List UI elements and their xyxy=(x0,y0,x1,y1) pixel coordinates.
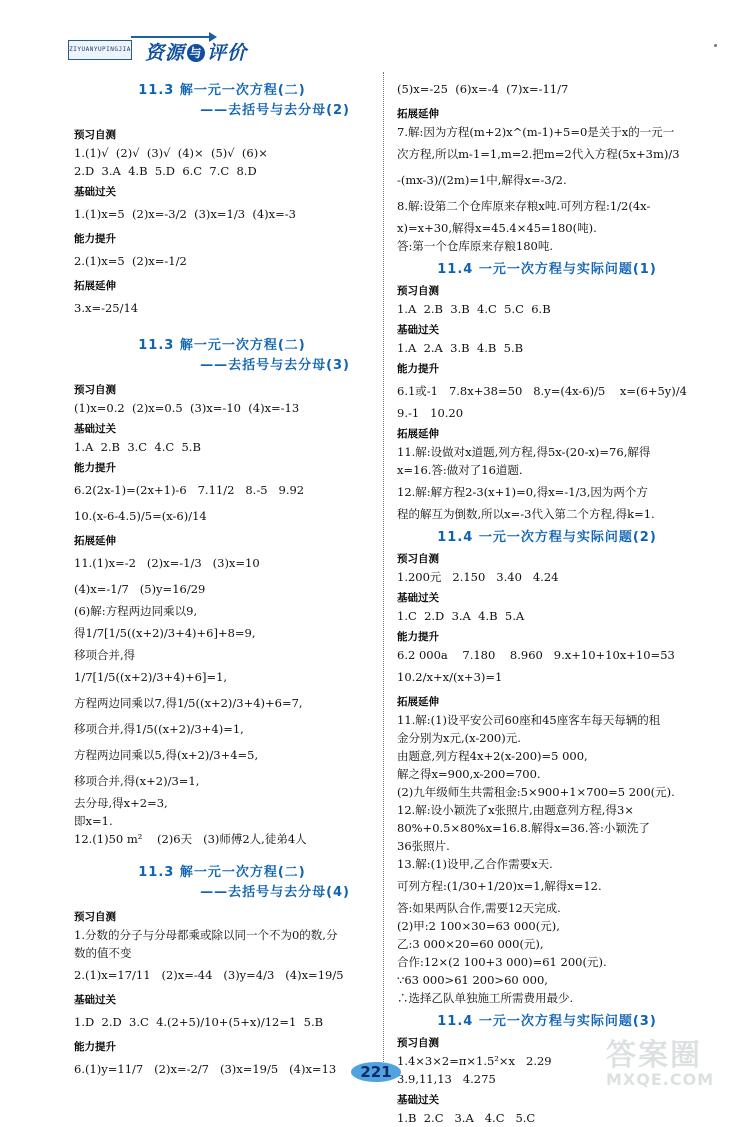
answer-line: 1.(1)x=5 (2)x=-3/2 (3)x=1/3 (4)x=-3 xyxy=(74,207,296,221)
answer-line: (5)x=-25 (6)x=-4 (7)x=-11/7 xyxy=(397,82,569,96)
section-subtitle: ——去括号与去分母(4) xyxy=(200,885,350,900)
section-title: 11.3 解一元一次方程(二) xyxy=(138,338,306,353)
answer-line: 11.解:设做对x道题,列方程,得5x-(20-x)=76,解得 xyxy=(397,445,651,459)
answer-line: 1.(1)√ (2)√ (3)√ (4)× (5)√ (6)× xyxy=(74,146,268,160)
page-number: 221 xyxy=(360,1063,392,1081)
label-basic: 基础过关 xyxy=(74,186,116,198)
label-ability: 能力提升 xyxy=(74,1041,116,1053)
watermark-logo xyxy=(606,1030,746,1096)
answer-line: 合作:12×(2 100+3 000)=61 200(元). xyxy=(397,955,607,969)
section-title: 11.3 解一元一次方程(二) xyxy=(138,865,306,880)
right-column xyxy=(397,76,697,1127)
answer-line: 12.解:设小颖洗了x张照片,由题意列方程,得3× xyxy=(397,803,634,817)
answer-line: 移项合并,得1/5((x+2)/3+4)=1, xyxy=(74,722,244,736)
corner-dot xyxy=(714,44,717,47)
answer-line: 8.解:设第二个仓库原来存粮x吨.可列方程:1/2(4x- xyxy=(397,199,651,213)
answer-line: 1.C 2.D 3.A 4.B 5.A xyxy=(397,609,525,623)
answer-line: 13.解:(1)设甲,乙合作需要x天. xyxy=(397,857,553,871)
label-extend: 拓展延伸 xyxy=(397,696,439,708)
section-title: 11.4 一元一次方程与实际问题(2) xyxy=(437,530,657,545)
answer-line: 11.解:(1)设平安公司60座和45座客车每天每辆的租 xyxy=(397,713,661,727)
label-basic: 基础过关 xyxy=(74,423,116,435)
answer-line: 次方程,所以m-1=1,m=2.把m=2代入方程(5x+3m)/3 xyxy=(397,147,680,161)
answer-line: ∵63 000>61 200>60 000, xyxy=(397,973,548,987)
answer-line: 解之得x=900,x-200=700. xyxy=(397,767,541,781)
answer-line: (4)x=-1/7 (5)y=16/29 xyxy=(74,582,206,596)
label-preview: 预习自测 xyxy=(397,285,439,297)
answer-line: 6.1或-1 7.8x+38=50 8.y=(4x-6)/5 x=(6+5y)/4 xyxy=(397,384,687,398)
answer-line: 2.(1)x=17/11 (2)x=-44 (3)y=4/3 (4)x=19/5 xyxy=(74,968,344,982)
label-extend: 拓展延伸 xyxy=(397,108,439,120)
answer-line: (1)x=0.2 (2)x=0.5 (3)x=-10 (4)x=-13 xyxy=(74,401,300,415)
section-title: 11.3 解一元一次方程(二) xyxy=(138,83,306,98)
page-header xyxy=(68,30,308,64)
answer-line: 由题意,列方程4x+2(x-200)=5 000, xyxy=(397,749,588,763)
section-title: 11.4 一元一次方程与实际问题(1) xyxy=(437,262,657,277)
label-extend: 拓展延伸 xyxy=(74,280,116,292)
header-pinyin-box: ZIYUANYUPINGJIA xyxy=(68,40,132,60)
answer-line: (2)九年级师生共需租金:5×900+1×700=5 200(元). xyxy=(397,785,675,799)
answer-line: 即x=1. xyxy=(74,814,113,828)
answer-line: x=16.答:做对了16道题. xyxy=(397,463,523,477)
answer-line: 1.200元 2.150 3.40 4.24 xyxy=(397,570,559,584)
answer-line: 1/7[1/5((x+2)/3+4)+6]=1, xyxy=(74,670,228,684)
label-preview: 预习自测 xyxy=(397,553,439,565)
answer-line: 1.B 2.C 3.A 4.C 5.C xyxy=(397,1111,536,1125)
section-subtitle: ——去括号与去分母(2) xyxy=(200,103,350,118)
label-extend: 拓展延伸 xyxy=(74,535,116,547)
answer-line: 11.(1)x=-2 (2)x=-1/3 (3)x=10 xyxy=(74,556,260,570)
answer-line: 去分母,得x+2=3, xyxy=(74,796,168,810)
label-ability: 能力提升 xyxy=(74,233,116,245)
answer-line: 12.(1)50 m² (2)6天 (3)师傅2人,徒弟4人 xyxy=(74,832,307,846)
left-column xyxy=(74,76,370,1082)
watermark-line2: MXQE.COM xyxy=(606,1070,715,1089)
answer-line: 36张照片. xyxy=(397,839,450,853)
answer-line: x)=x+30,解得x=45.4×45=180(吨). xyxy=(397,221,597,235)
section-title: 11.4 一元一次方程与实际问题(3) xyxy=(437,1014,657,1029)
label-basic: 基础过关 xyxy=(74,994,116,1006)
header-title-a: 资源 xyxy=(145,42,186,64)
answer-line: 移项合并,得 xyxy=(74,648,136,662)
answer-line: (6)解:方程两边同乘以9, xyxy=(74,604,198,618)
answer-line: 7.解:因为方程(m+2)x^(m-1)+5=0是关于x的一元一 xyxy=(397,125,675,139)
answer-line: 程的解互为倒数,所以x=-3代入第二个方程,得k=1. xyxy=(397,507,655,521)
watermark-line1: 答案圈 xyxy=(606,1038,702,1073)
header-title-b: 评价 xyxy=(207,42,248,64)
answer-line: -(mx-3)/(2m)=1中,解得x=-3/2. xyxy=(397,173,567,187)
answer-line: 2.D 3.A 4.B 5.D 6.C 7.C 8.D xyxy=(74,164,257,178)
label-ability: 能力提升 xyxy=(397,631,439,643)
label-preview: 预习自测 xyxy=(74,911,116,923)
answer-line: 金分别为x元,(x-200)元. xyxy=(397,731,521,745)
header-title-yu: 与 xyxy=(187,44,205,62)
label-extend: 拓展延伸 xyxy=(397,428,439,440)
label-preview: 预习自测 xyxy=(397,1037,439,1049)
answer-line: 方程两边同乘以5,得(x+2)/3+4=5, xyxy=(74,748,259,762)
answer-line: 乙:3 000×20=60 000(元), xyxy=(397,937,544,951)
answer-line: 12.解:解方程2-3(x+1)=0,得x=-1/3,因为两个方 xyxy=(397,485,648,499)
answer-line: ∴选择乙队单独施工所需费用最少. xyxy=(397,991,574,1005)
answer-line: 得1/7[1/5((x+2)/3+4)+6]+8=9, xyxy=(74,626,256,640)
answer-line: 6.(1)y=11/7 (2)x=-2/7 (3)x=19/5 (4)x=13 xyxy=(74,1062,337,1076)
label-preview: 预习自测 xyxy=(74,129,116,141)
answer-line: 方程两边同乘以7,得1/5((x+2)/3+4)+6=7, xyxy=(74,696,303,710)
answer-line: 1.分数的分子与分母都乘或除以同一个不为0的数,分 xyxy=(74,928,338,942)
answer-line: 1.A 2.B 3.C 4.C 5.B xyxy=(74,440,201,454)
answer-line: 10.(x-6-4.5)/5=(x-6)/14 xyxy=(74,509,207,523)
answer-line: 可列方程:(1/30+1/20)x=1,解得x=12. xyxy=(397,879,602,893)
column-divider xyxy=(383,72,384,1062)
answer-line: (2)甲:2 100×30=63 000(元), xyxy=(397,919,560,933)
label-basic: 基础过关 xyxy=(397,1094,439,1106)
label-basic: 基础过关 xyxy=(397,592,439,604)
answer-line: 3.9,11,13 4.275 xyxy=(397,1072,496,1086)
label-preview: 预习自测 xyxy=(74,384,116,396)
answer-line: 1.4×3×2=π×1.5²×x 2.29 xyxy=(397,1054,552,1068)
answer-line: 答:第一个仓库原来存粮180吨. xyxy=(397,239,553,253)
answer-line: 数的值不变 xyxy=(74,946,132,960)
answer-line: 6.2(2x-1)=(2x+1)-6 7.11/2 8.-5 9.92 xyxy=(74,483,305,497)
answer-line: 1.D 2.D 3.C 4.(2+5)/10+(5+x)/12=1 5.B xyxy=(74,1015,324,1029)
answer-line: 2.(1)x=5 (2)x=-1/2 xyxy=(74,254,187,268)
section-subtitle: ——去括号与去分母(3) xyxy=(200,358,350,373)
header-title xyxy=(145,38,247,65)
answer-line: 1.A 2.A 3.B 4.B 5.B xyxy=(397,341,524,355)
answer-line: 10.2/x+x/(x+3)=1 xyxy=(397,670,503,684)
label-ability: 能力提升 xyxy=(397,363,439,375)
answer-line: 3.x=-25/14 xyxy=(74,301,139,315)
answer-line: 80%+0.5×80%x=16.8.解得x=36.答:小颖洗了 xyxy=(397,821,650,835)
answer-line: 1.A 2.B 3.B 4.C 5.C 6.B xyxy=(397,302,551,316)
page-number-badge xyxy=(351,1060,401,1082)
answer-line: 9.-1 10.20 xyxy=(397,406,464,420)
label-basic: 基础过关 xyxy=(397,324,439,336)
answer-line: 移项合并,得(x+2)/3=1, xyxy=(74,774,200,788)
label-ability: 能力提升 xyxy=(74,462,116,474)
answer-line: 答:如果两队合作,需要12天完成. xyxy=(397,901,561,915)
answer-line: 6.2 000a 7.180 8.960 9.x+10+10x+10=53 xyxy=(397,648,675,662)
